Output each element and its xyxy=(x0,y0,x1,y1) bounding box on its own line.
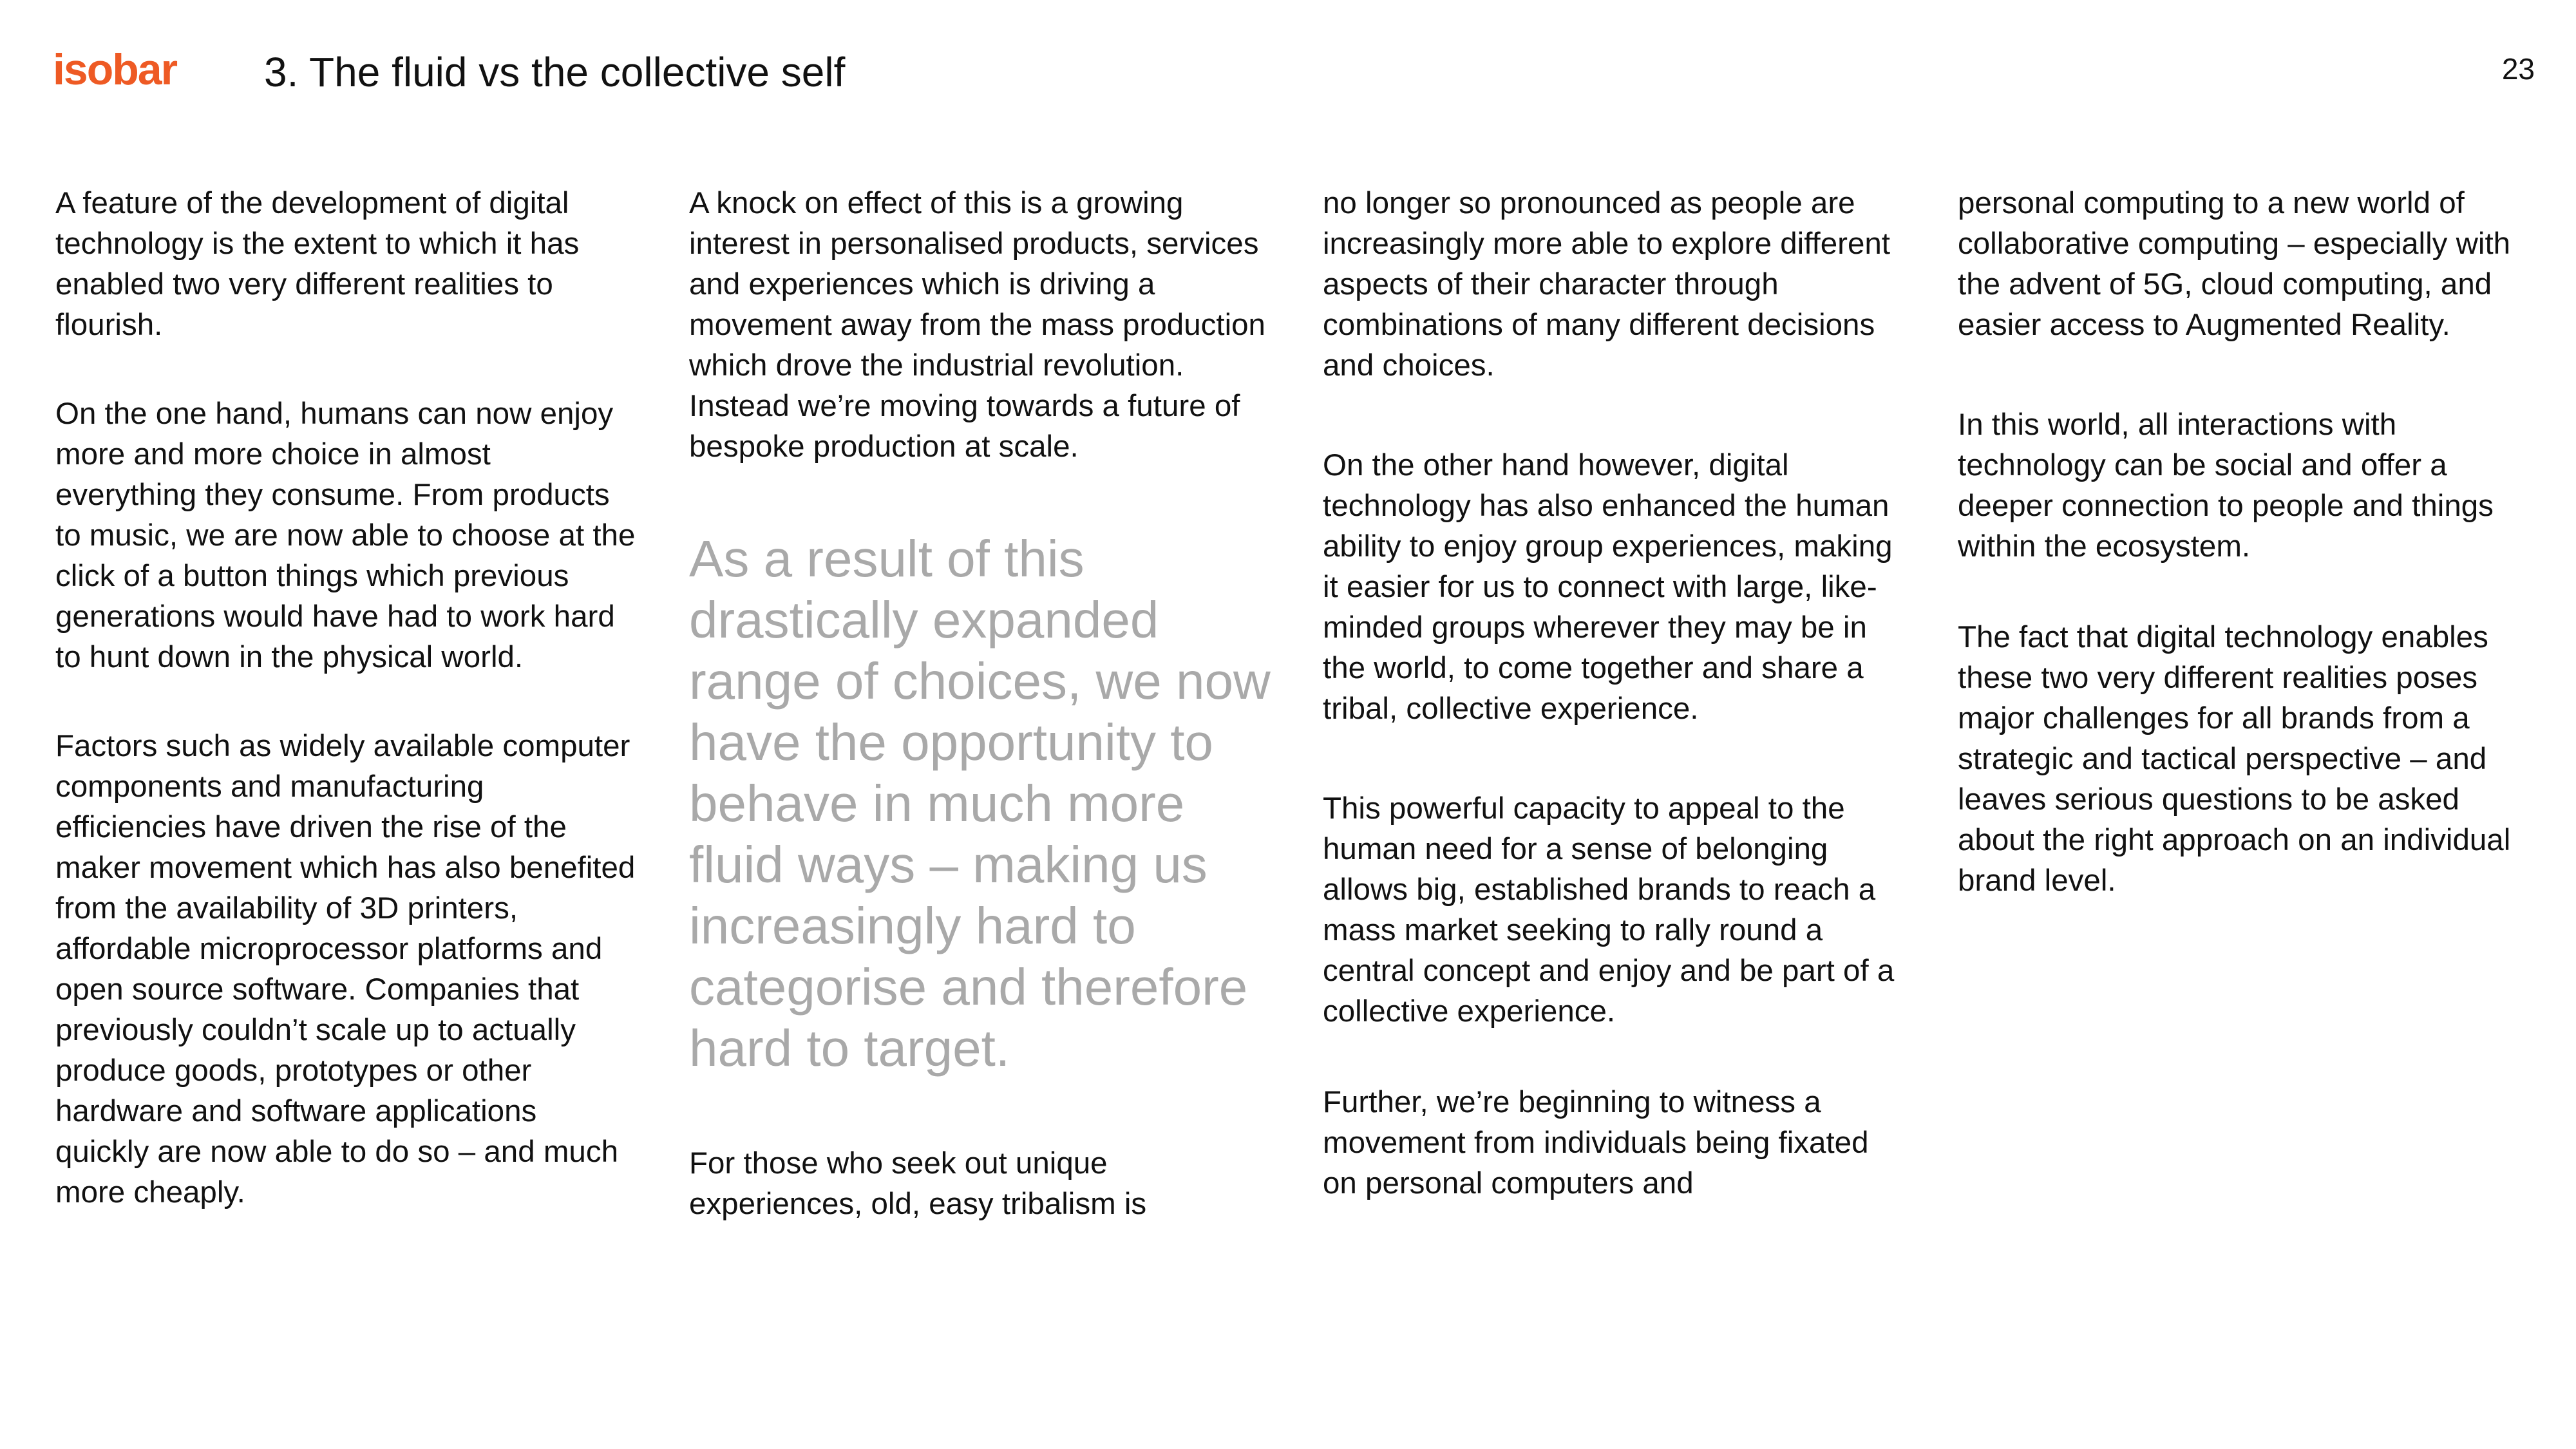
page-number: 23 xyxy=(2501,52,2535,86)
pull-quote: As a result of this drastically expanded range of choices, we now have the opportunity to behave in much more fluid ways – making us increasingly hard to categorise and therefore hard to target. xyxy=(689,530,1271,1077)
paragraph: In this world, all interactions with technology can be social and offer a deeper connection to people and things within the ecosystem. xyxy=(1958,408,2494,564)
text-column-1 xyxy=(55,183,638,1213)
page-title: 3. The fluid vs the collective self xyxy=(264,49,846,95)
paragraph: Further, we’re beginning to witness a movement from individuals being fixated on personal computers and xyxy=(1323,1085,1869,1200)
paragraph: A knock on effect of this is a growing interest in personalised products, services and experiences which is driving a movement away from the mass production which drove the industrial revolution. Instead we’re moving towards a future of bespoke production at scale. xyxy=(689,186,1265,464)
paragraph: no longer so pronounced as people are increasingly more able to explore different aspects of their character through combinations of many different decisions and choices. xyxy=(1323,186,1890,383)
paragraph: This powerful capacity to appeal to the human need for a sense of belonging allows big, established brands to reach a mass market seeking to rally round a central concept and enjoy and be part of a collective experience. xyxy=(1323,791,1895,1028)
text-column-3 xyxy=(1323,183,1906,1204)
text-column-4 xyxy=(1958,183,2541,901)
text-column-2 xyxy=(689,183,1272,1224)
paragraph: personal computing to a new world of collaborative computing – especially with the advent of 5G, cloud computing, and easier access to Augmented Reality. xyxy=(1958,186,2511,342)
paragraph: On the one hand, humans can now enjoy more and more choice in almost everything they consume. From products to music, we are now able to choose at the click of a button things which previous generations would have had to work hard to hunt down in the physical world. xyxy=(55,397,636,674)
paragraph: Factors such as widely available computer components and manufacturing efficiencies have driven the rise of the maker movement which has also benefited from the availability of 3D printers, affordable microprocessor platforms and open source software. Companies that previously couldn’t scale up to actually produce goods, prototypes or other hardware and software applications quickly are now able to do so – and much more cheaply. xyxy=(55,729,636,1209)
isobar-logo: isobar xyxy=(53,45,177,94)
paragraph: On the other hand however, digital technology has also enhanced the human ability to enjoy group experiences, making it easier for us to connect with large, like-minded groups wherever they may be in the world, to come together and share a tribal, collective experience. xyxy=(1323,448,1893,726)
paragraph: For those who seek out unique experiences, old, easy tribalism is xyxy=(689,1146,1147,1221)
paragraph: The fact that digital technology enables these two very different realities poses major challenges for all brands from a strategic and tactical perspective – and leaves serious questions to be asked about the right approach on an individual brand level. xyxy=(1958,620,2511,898)
paragraph: A feature of the development of digital technology is the extent to which it has enabled two very different realities to flourish. xyxy=(55,186,580,342)
